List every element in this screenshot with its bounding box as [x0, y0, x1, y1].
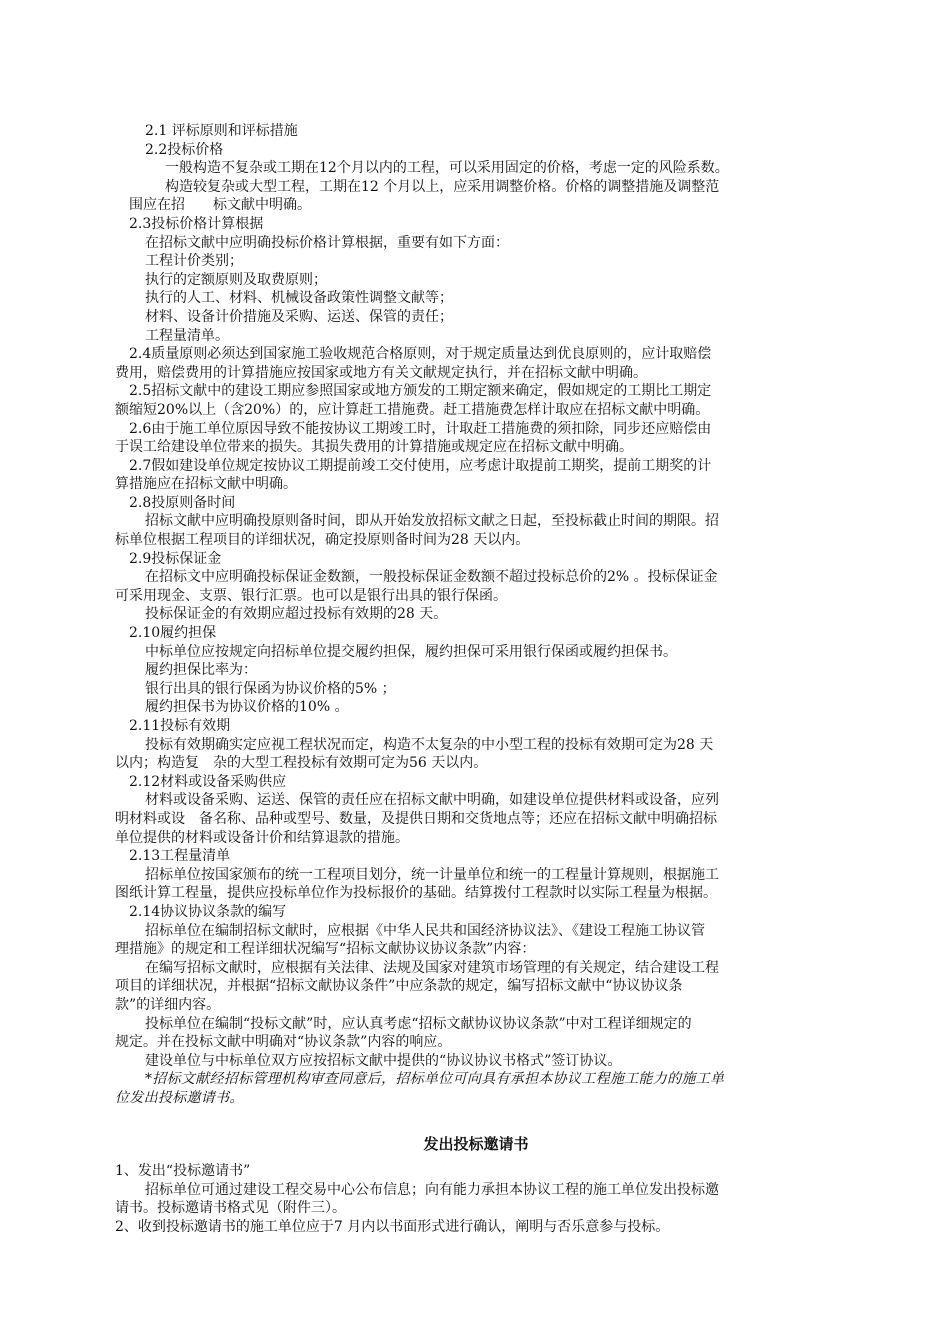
text-line: 标单位根据工程项目的详细状况，确定投原则备时间为28 天以内。	[115, 532, 530, 549]
text-line: 投标保证金的有效期应超过投标有效期的28 天。	[145, 606, 448, 623]
text-line: 算措施应在招标文献中明确。	[115, 476, 297, 493]
text-line: 在编写招标文献时，应根据有关法律、法规及国家对建筑市场管理的有关规定，结合建设工程	[145, 959, 719, 976]
text-line: 规定。并在投标文献中明确对“协议条款”内容的响应。	[115, 1034, 452, 1051]
text-line: 执行的人工、材料、机械设备政策性调整文献等；	[145, 290, 453, 307]
text-line: 2.3投标价格计算根据	[129, 215, 264, 232]
text-line: 银行出具的银行保函为协议价格的5% ；	[145, 680, 396, 697]
text-line: 可采用现金、支票、银行汇票。也可以是银行出具的银行保函。	[115, 587, 507, 604]
text-line: 2.8投原则备时间	[129, 494, 236, 511]
text-line: 项目的详细状况，并根据“招标文献协议条件”中应条款的规定，编写招标文献中“协议协议条	[115, 978, 683, 995]
invitation-text	[115, 1162, 837, 1236]
text-line: 构造较复杂或大型工程，工期在12 个月以上，应采用调整价格。价格的调整措施及调整范	[165, 178, 720, 195]
text-line: 明材料或设 备名称、品种或型号、数量，及提供日期和交货地点等；还应在招标文献中明确招标	[115, 810, 717, 827]
text-line: 1、发出“投标邀请书”	[115, 1163, 251, 1180]
text-line: 款”的详细内容。	[115, 996, 221, 1013]
text-line: 在招标文中应明确投标保证金数额，一般投标保证金数额不超过投标总价的2% 。投标保证金	[145, 569, 718, 586]
text-line: 履约担保书为协议价格的10% 。	[145, 699, 349, 716]
section-title: 发出投标邀请书	[423, 1135, 529, 1154]
text-line: 以内；构造复 杂的大型工程投标有效期可定为56 天以内。	[115, 755, 488, 772]
text-line: 于误工给建设单位带来的损失。其损失费用的计算措施或规定应在招标文献中明确。	[115, 439, 633, 456]
text-line: 2.9投标保证金	[129, 550, 222, 567]
text-line: 2.5招标文献中的建设工期应参照国家或地方颁发的工期定额来确定，假如规定的工期比工期定	[129, 383, 712, 400]
text-line: 围应在招 标文献中明确。	[129, 197, 311, 214]
text-line: 投标有效期确实定应视工程状况而定，构造不太复杂的中小型工程的投标有效期可定为28 天	[145, 736, 714, 753]
section-2-text	[115, 122, 837, 1107]
text-line: 招标文献中应明确投原则备时间，即从开始发放招标文献之日起，至投标截止时间的期限。招	[145, 513, 719, 530]
text-line: 材料或设备采购、运送、保管的责任应在招标文献中明确，如建设单位提供材料或设备，应列	[145, 792, 719, 809]
text-line: 位发出投标邀请书。	[115, 1089, 244, 1106]
text-line: 工程量清单。	[145, 327, 229, 344]
text-line: 额缩短20%以上（含20%）的，应计算赶工措施费。赶工措施费怎样计取应在招标文献中明确。	[115, 401, 710, 418]
text-line: 2.7假如建设单位规定按协议工期提前竣工交付使用，应考虑计取提前工期奖，提前工期奖的计	[129, 457, 712, 474]
text-line: 招标单位在编制招标文献时，应根据《中华人民共和国经济协议法》、《建设工程施工协议管	[145, 922, 705, 939]
text-line: 招标单位可通过建设工程交易中心公布信息；向有能力承担本协议工程的施工单位发出投标邀	[145, 1181, 719, 1198]
text-line: 工程计价类别；	[145, 253, 243, 270]
text-line: 2.11投标有效期	[129, 718, 231, 734]
text-line: 2.6由于施工单位原因导致不能按协议工期竣工时，计取赶工措施费的须扣除，同步还应赔偿由	[129, 420, 712, 437]
text-line: 履约担保比率为：	[145, 662, 257, 679]
text-line: 招标单位按国家颁布的统一工程项目划分，统一计量单位和统一的工程量计算规则，根据施工	[145, 866, 719, 883]
text-line: 2.4质量原则必须达到国家施工验收规范合格原则，对于规定质量达到优良原则的，应计取赔偿	[129, 346, 712, 363]
text-line: 2.10履约担保	[129, 625, 217, 642]
text-line: 图纸计算工程量，提供应投标单位作为投标报价的基础。结算拨付工程款时以实际工程量为根据。	[115, 885, 717, 902]
text-line: 2.13工程量清单	[129, 848, 231, 865]
text-line: 理措施》的规定和工程详细状况编写“招标文献协议协议条款”内容：	[115, 941, 536, 958]
text-line: 材料、设备计价措施及采购、运送、保管的责任；	[145, 308, 453, 325]
text-line: 中标单位应按规定向招标单位提交履约担保，履约担保可采用银行保函或履约担保书。	[145, 643, 677, 660]
text-line: *招标文献经招标管理机构审查同意后，招标单位可向具有承担本协议工程施工能力的施工单	[145, 1071, 725, 1088]
text-line: 建设单位与中标单位双方应按招标文献中提供的“协议协议书格式”签订协议。	[145, 1052, 622, 1069]
text-line: 2、收到投标邀请书的施工单位应于7 月内以书面形式进行确认，阐明与否乐意参与投标。	[115, 1218, 670, 1235]
text-line: 费用，赔偿费用的计算措施应按国家或地方有关文献规定执行，并在招标文献中明确。	[115, 364, 647, 381]
text-line: 2.2投标价格	[145, 141, 224, 158]
text-line: 投标单位在编制“投标文献”时，应认真考虑“招标文献协议协议条款”中对工程详细规定的	[145, 1015, 692, 1032]
text-line: 2.1 评标原则和评标措施	[145, 123, 298, 139]
text-line: 2.12材料或设备采购供应	[129, 773, 287, 790]
document-body	[115, 122, 837, 1236]
text-line: 一般构造不复杂或工期在12个月以内的工程，可以采用固定的价格，考虑一定的风险系数。	[165, 160, 729, 177]
text-line: 请书。投标邀请书格式见（附件三）。	[115, 1200, 346, 1217]
text-line: 单位提供的材料或设备计价和结算退款的措施。	[115, 829, 409, 846]
text-line: 执行的定额原则及取费原则；	[145, 271, 327, 288]
text-line: 在招标文献中应明确投标价格计算根据，重要有如下方面：	[145, 234, 509, 251]
text-line: 2.14协议协议条款的编写	[129, 903, 287, 920]
